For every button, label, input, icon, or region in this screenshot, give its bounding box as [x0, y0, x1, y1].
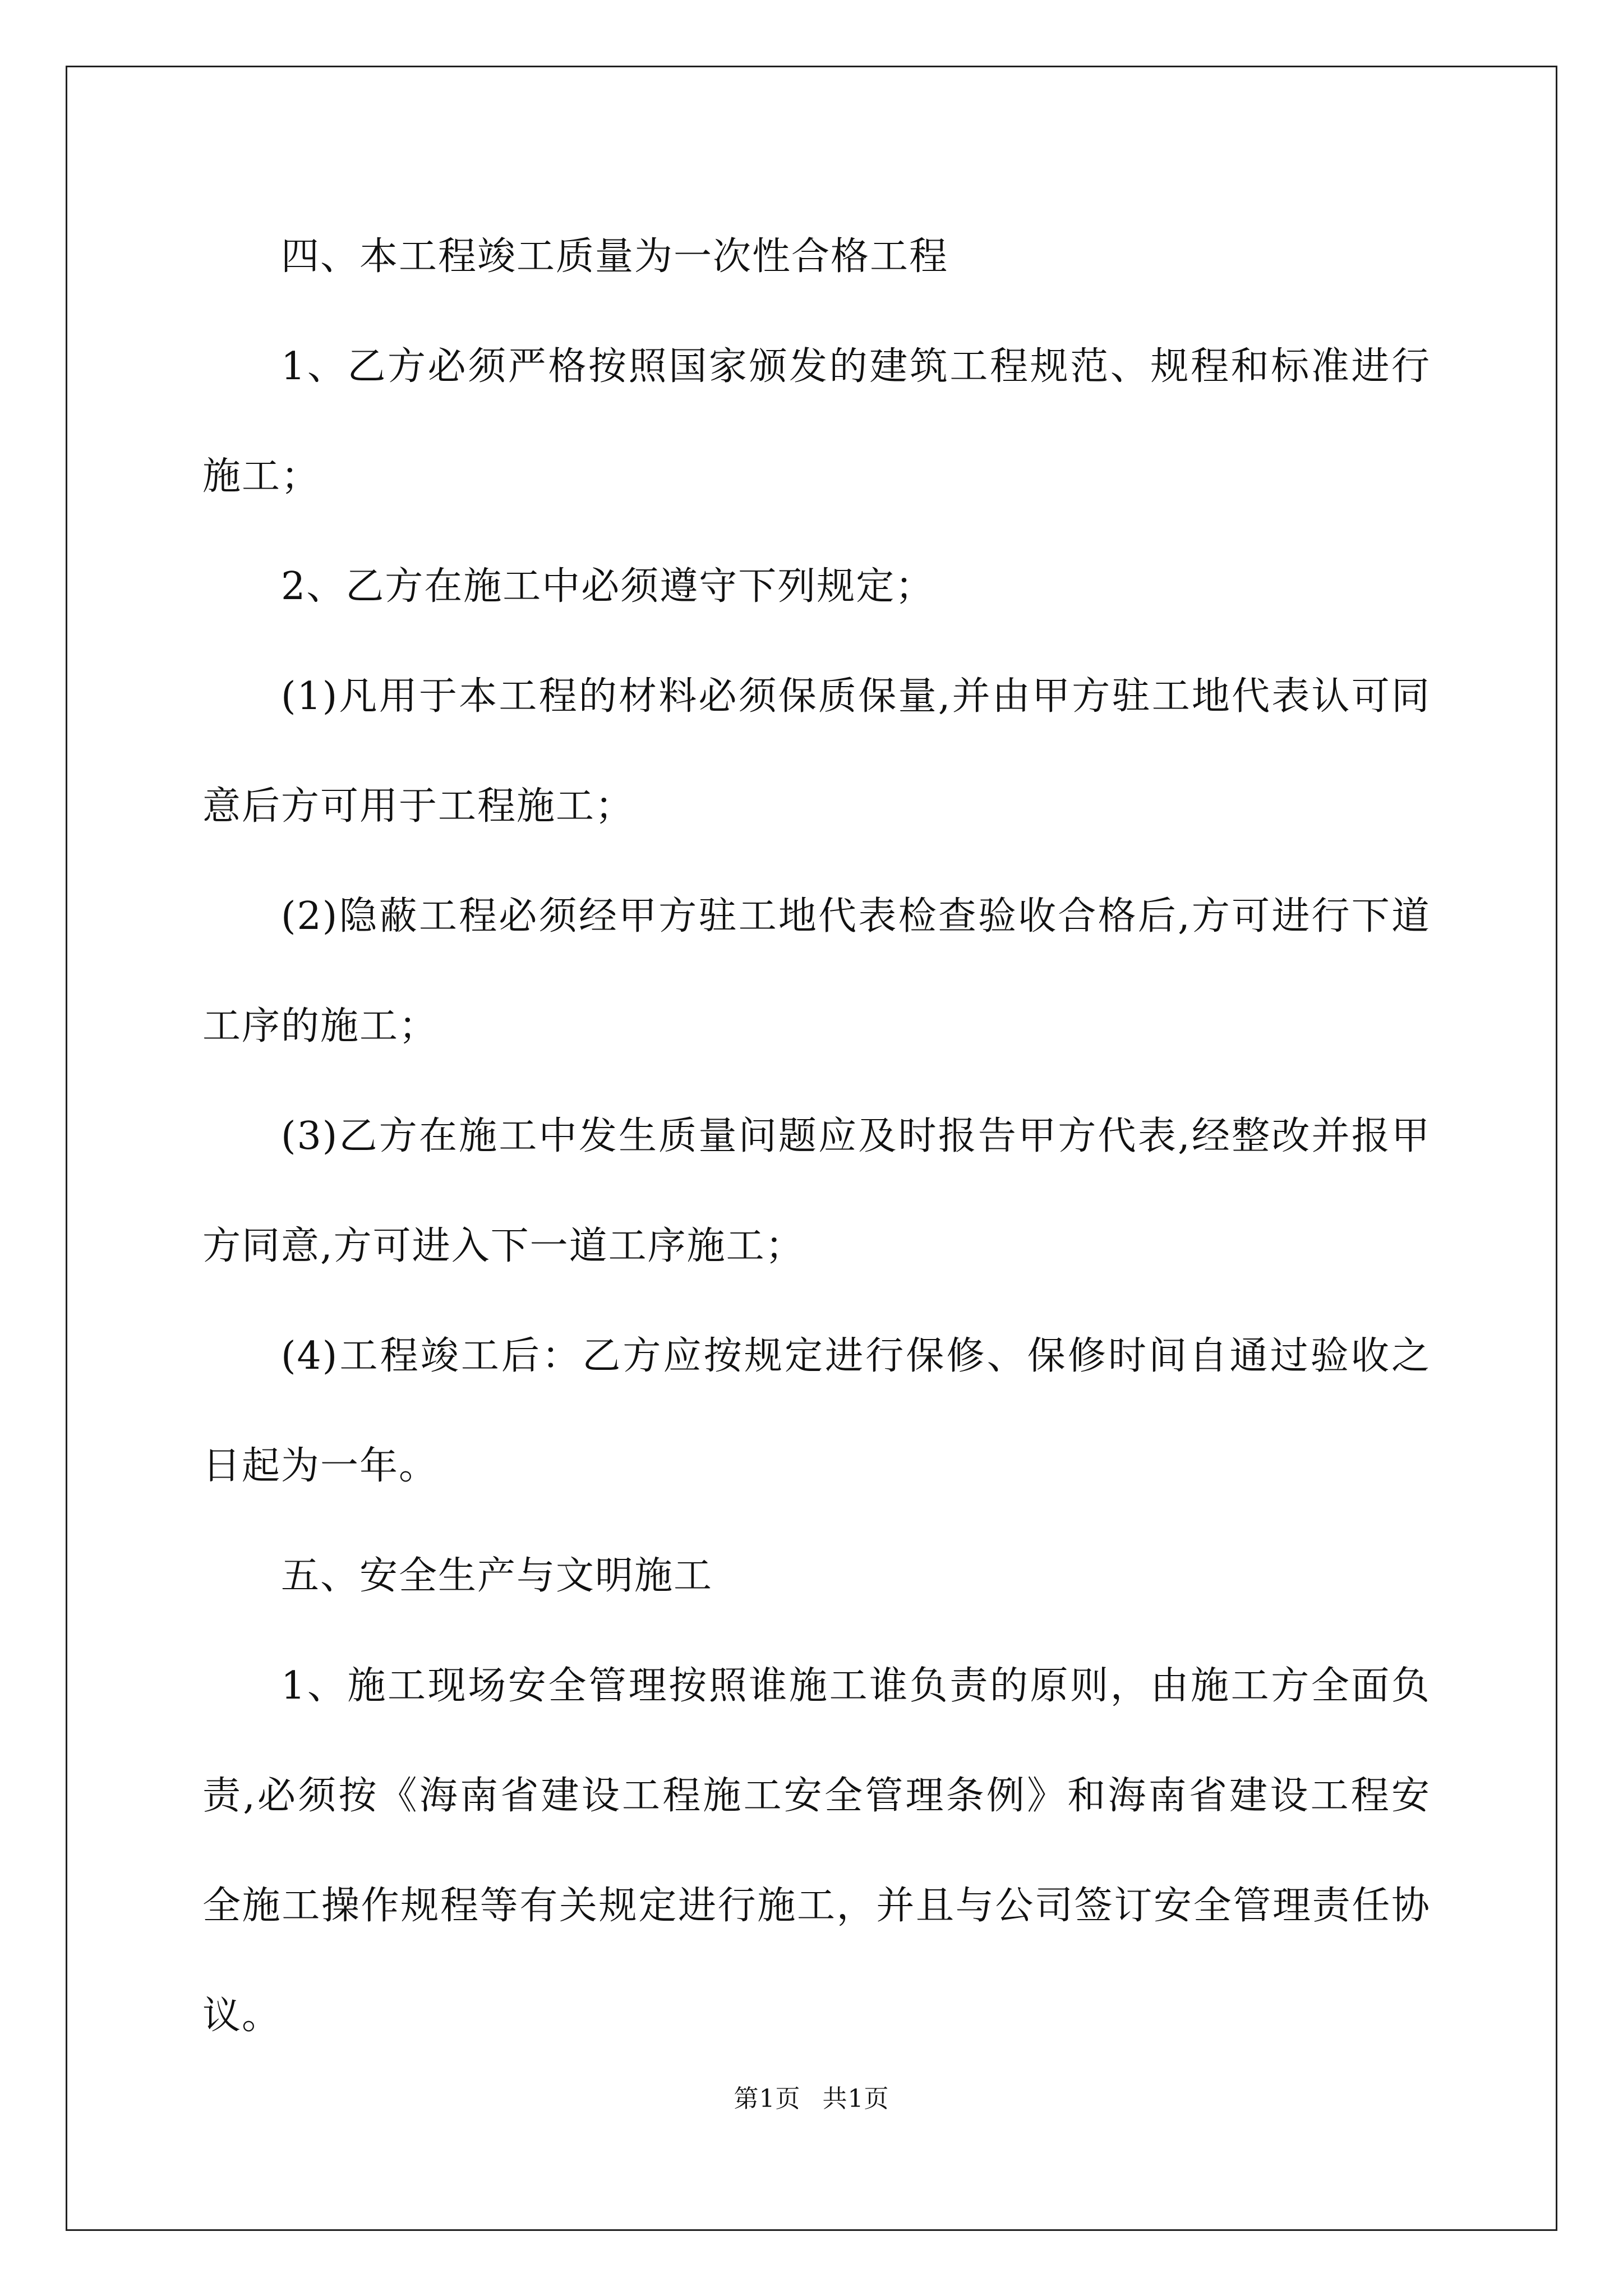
page-total: 共1页 — [822, 2085, 889, 2113]
paragraph: (3)乙方在施工中发生质量问题应及时报告甲方代表,经整改并报甲方同意,方可进入下一道工序施工； — [202, 1114, 1431, 1268]
section-heading-4: 四、本工程竣工质量为一次性合格工程 — [281, 234, 949, 279]
page-number: 第1页 — [734, 2085, 801, 2113]
paragraph: (2)隐蔽工程必须经甲方驻工地代表检查验收合格后,方可进行下道工序的施工； — [202, 894, 1431, 1048]
document-body — [202, 202, 1431, 2071]
paragraph: 2、乙方在施工中必须遵守下列规定； — [281, 564, 935, 609]
paragraph: (4)工程竣工后：乙方应按规定进行保修、保修时间自通过验收之日起为一年。 — [202, 1334, 1431, 1488]
section-heading-5: 五、安全生产与文明施工 — [281, 1554, 713, 1598]
paragraph: 1、乙方必须严格按照国家颁发的建筑工程规范、规程和标准进行施工； — [202, 344, 1431, 499]
paragraph: 1、施工现场安全管理按照谁施工谁负责的原则，由施工方全面负责,必须按《海南省建设工程施工安全管理条例》和海南省建设工程安全施工操作规程等有关规定进行施工，并且与公司签订安全管理责任协议。 — [202, 1664, 1431, 2038]
page-footer — [0, 2078, 1623, 2114]
paragraph: (1)凡用于本工程的材料必须保质保量,并由甲方驻工地代表认可同意后方可用于工程施工； — [202, 674, 1431, 829]
